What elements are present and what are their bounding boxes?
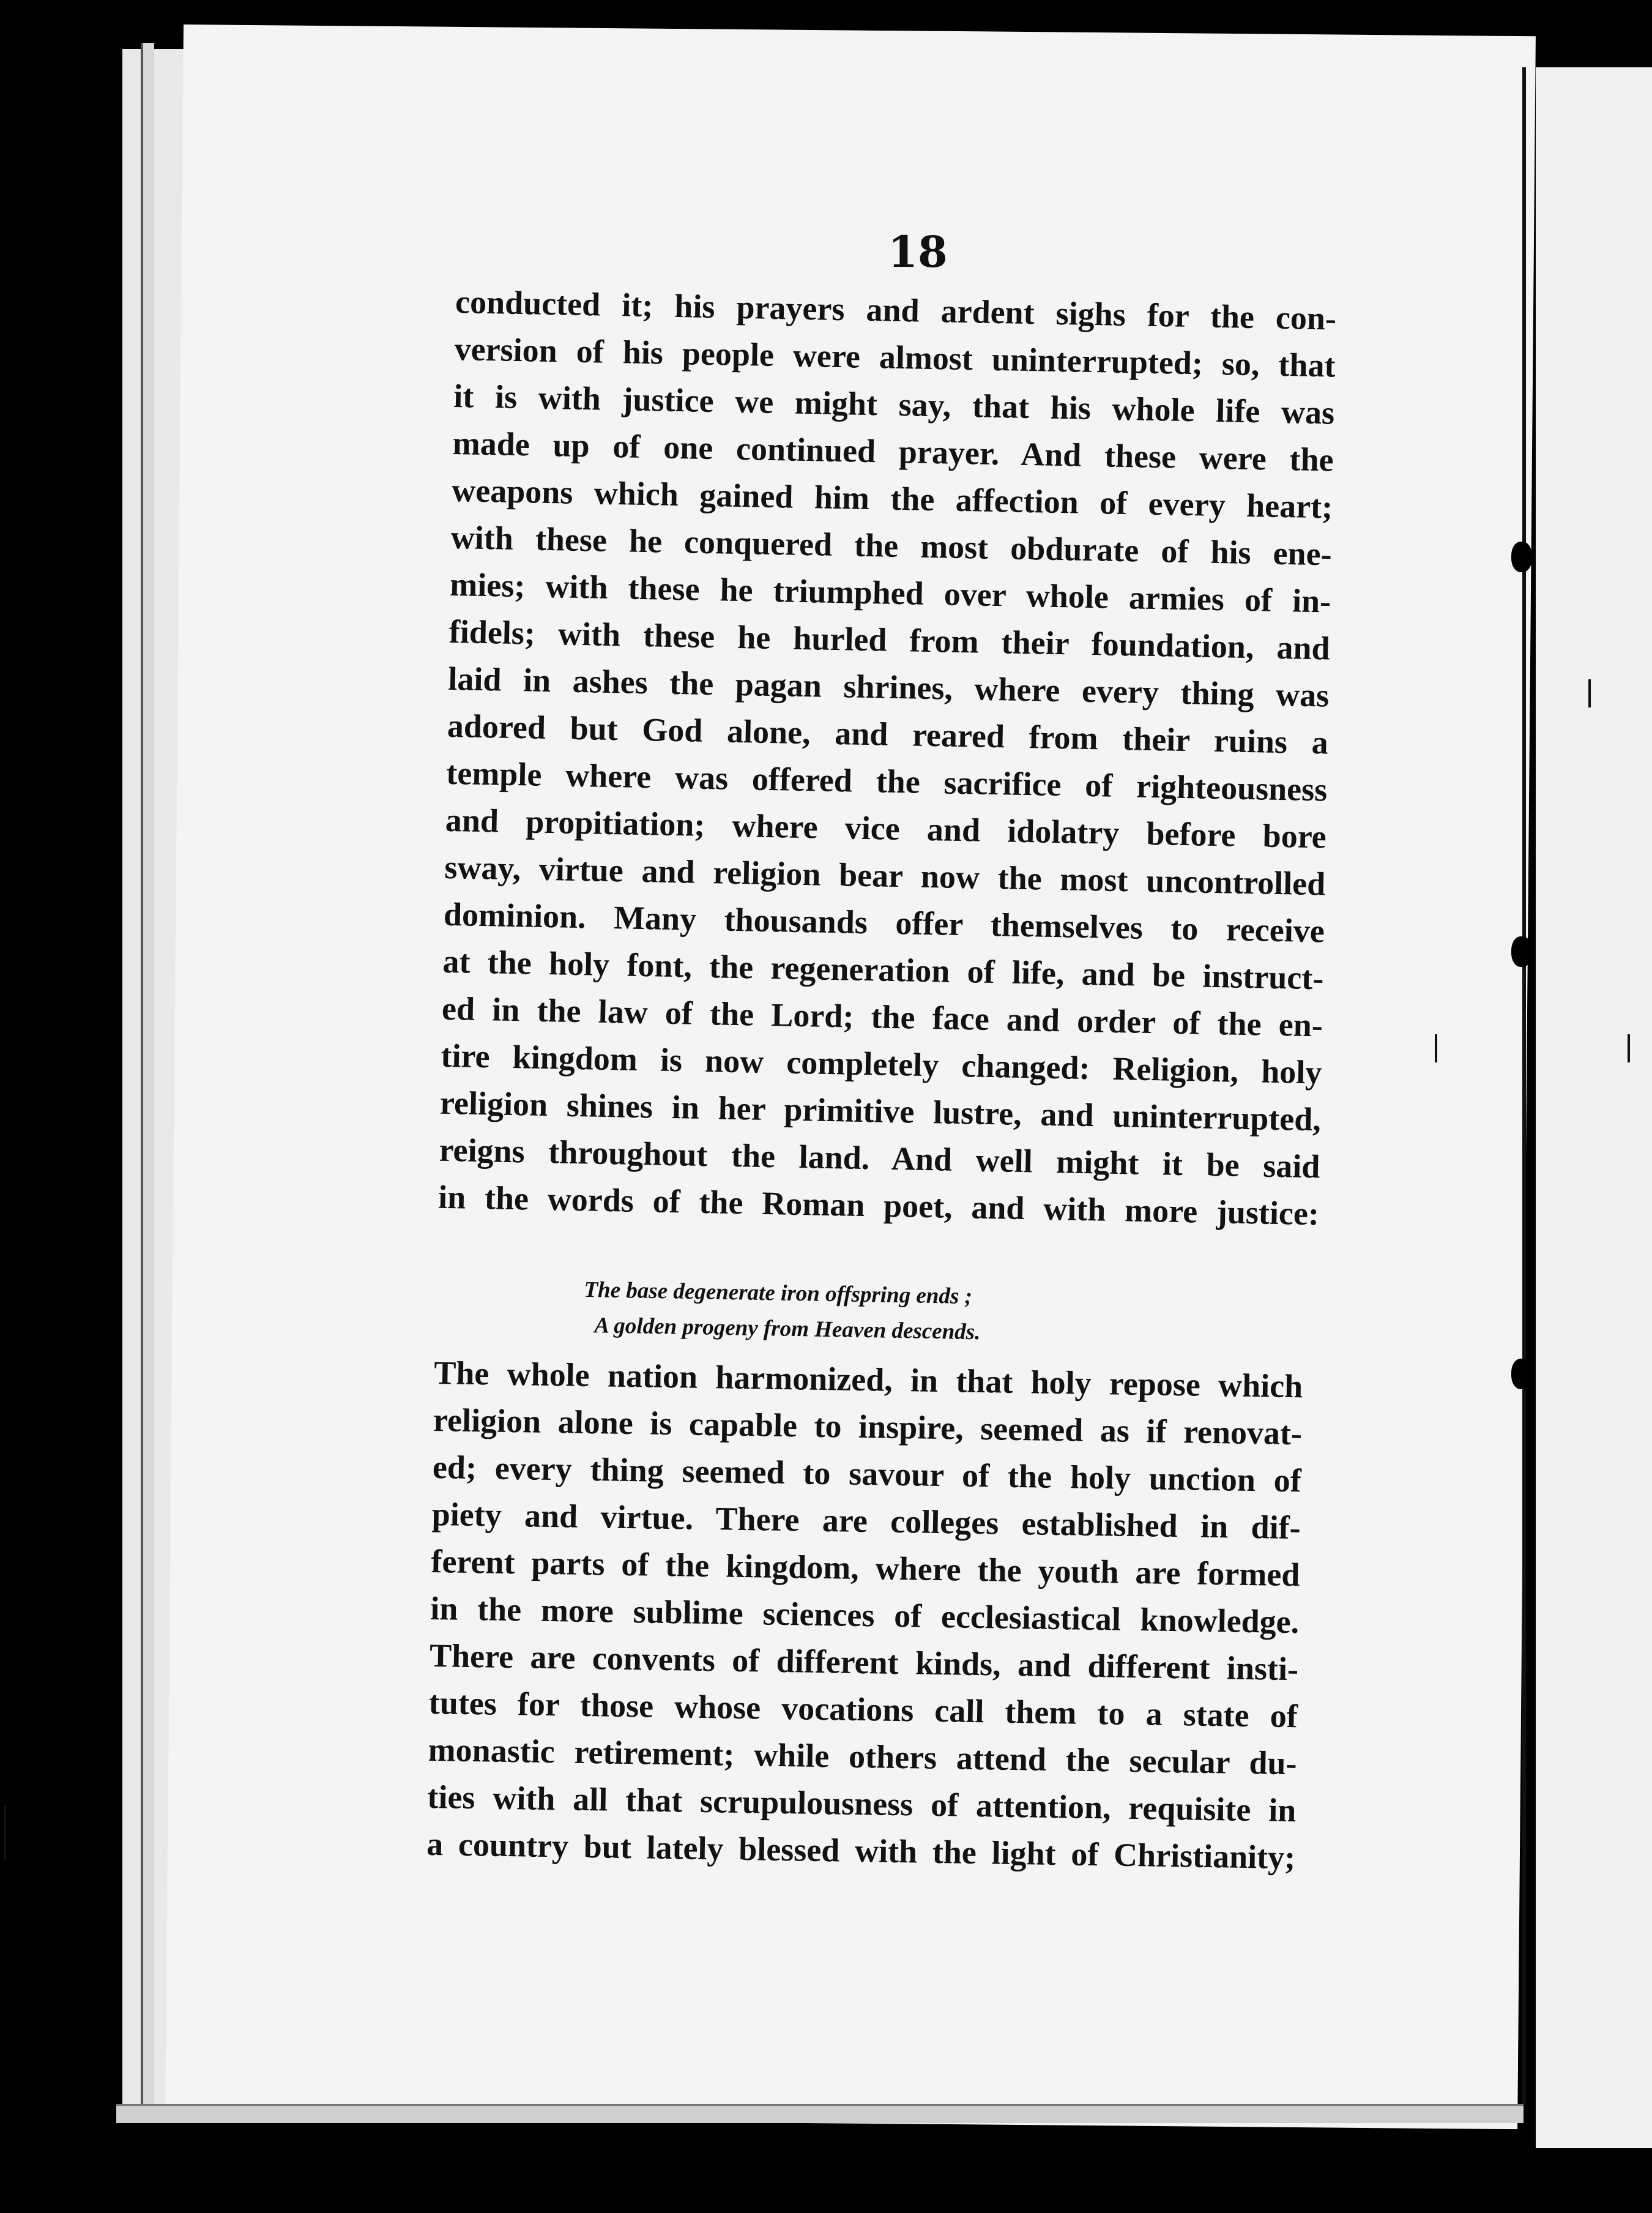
text-line: it is with justice we might say, that his whole life was (453, 377, 1335, 431)
text-line: ties with all that scrupulousness of attention, requisite in (427, 1778, 1297, 1829)
text-line: tire kingdom is now completely changed: Religion, holy (441, 1037, 1322, 1091)
text-line: fidels; with these he hurled from their foundation, and (448, 613, 1331, 667)
text-line: reigns throughout the land. And well might it be said (439, 1131, 1320, 1185)
text-line: a country but lately blessed with the light of Christianity; (426, 1825, 1296, 1876)
text-line: religion alone is capable to inspire, seemed as if renovat- (433, 1401, 1303, 1452)
facing-page-edge (1536, 67, 1652, 2148)
binding-thread-mark (1511, 1359, 1532, 1389)
text-line: temple where was offered the sacrifice of righteousness (445, 754, 1328, 808)
text-line: There are convents of different kinds, and different insti- (429, 1636, 1299, 1688)
text-line: mies; with these he triumphed over whole armies of in- (449, 565, 1331, 620)
text-line: laid in ashes the pagan shrines, where every thing was (447, 660, 1330, 714)
binding-thread-mark (1511, 936, 1532, 967)
verse-line: The base degenerate iron offspring ends ; (584, 1277, 973, 1310)
text-line: ed; every thing seemed to savour of the holy unction of (432, 1448, 1302, 1499)
margin-mark (4, 1805, 6, 1860)
text-line: dominion. Many thousands offer themselves to receive (443, 895, 1325, 950)
text-line: at the holy font, the regeneration of life, and be instruct- (442, 942, 1324, 997)
verse-line: A golden progeny from Heaven descends. (594, 1313, 981, 1345)
text-line: weapons which gained him the affection of every heart; (451, 471, 1333, 526)
text-line: in the more sublime sciences of ecclesiastical knowledge. (430, 1589, 1300, 1641)
text-line: version of his people were almost uninterrupted; so, that (454, 330, 1336, 384)
text-line: religion shines in her primitive lustre, and uninterrupted, (439, 1084, 1322, 1138)
text-line: sway, virtue and religion bear now the most uncontrolled (444, 848, 1326, 903)
page-number: 18 (888, 226, 948, 277)
text-line: piety and virtue. There are colleges established in dif- (431, 1495, 1301, 1547)
text-line: ferent parts of the kingdom, where the youth are formed (431, 1542, 1300, 1594)
page-bottom-edge (116, 2104, 1524, 2123)
text-line: in the words of the Roman poet, and with more justice: (437, 1178, 1320, 1233)
binding-thread-mark (1511, 542, 1532, 572)
margin-mark (1435, 1034, 1437, 1062)
margin-mark (1588, 679, 1591, 707)
margin-mark (1628, 1034, 1630, 1062)
text-line: and propitiation; where vice and idolatry before bore (445, 801, 1327, 856)
poem-quotation (583, 1272, 1086, 1352)
text-line: The whole nation harmonized, in that holy repose which (433, 1354, 1303, 1405)
paragraph-two (426, 1349, 1303, 1881)
text-line: ed in the law of the Lord; the face and order of the en- (441, 990, 1323, 1044)
page-gutter-line (1522, 67, 1526, 2105)
paragraph-one (437, 278, 1336, 1237)
text-line: made up of one continued prayer. And these were the (452, 424, 1334, 479)
text-line: monastic retirement; while others attend the secular du- (428, 1731, 1298, 1782)
text-line: tutes for those whose vocations call them to a state of (428, 1684, 1298, 1735)
text-line: with these he conquered the most obdurate of his ene- (450, 518, 1333, 573)
left-page-edge (141, 43, 154, 2118)
text-line: adored but God alone, and reared from their ruins a (447, 707, 1329, 761)
text-line: conducted it; his prayers and ardent sighs for the con- (455, 283, 1337, 337)
